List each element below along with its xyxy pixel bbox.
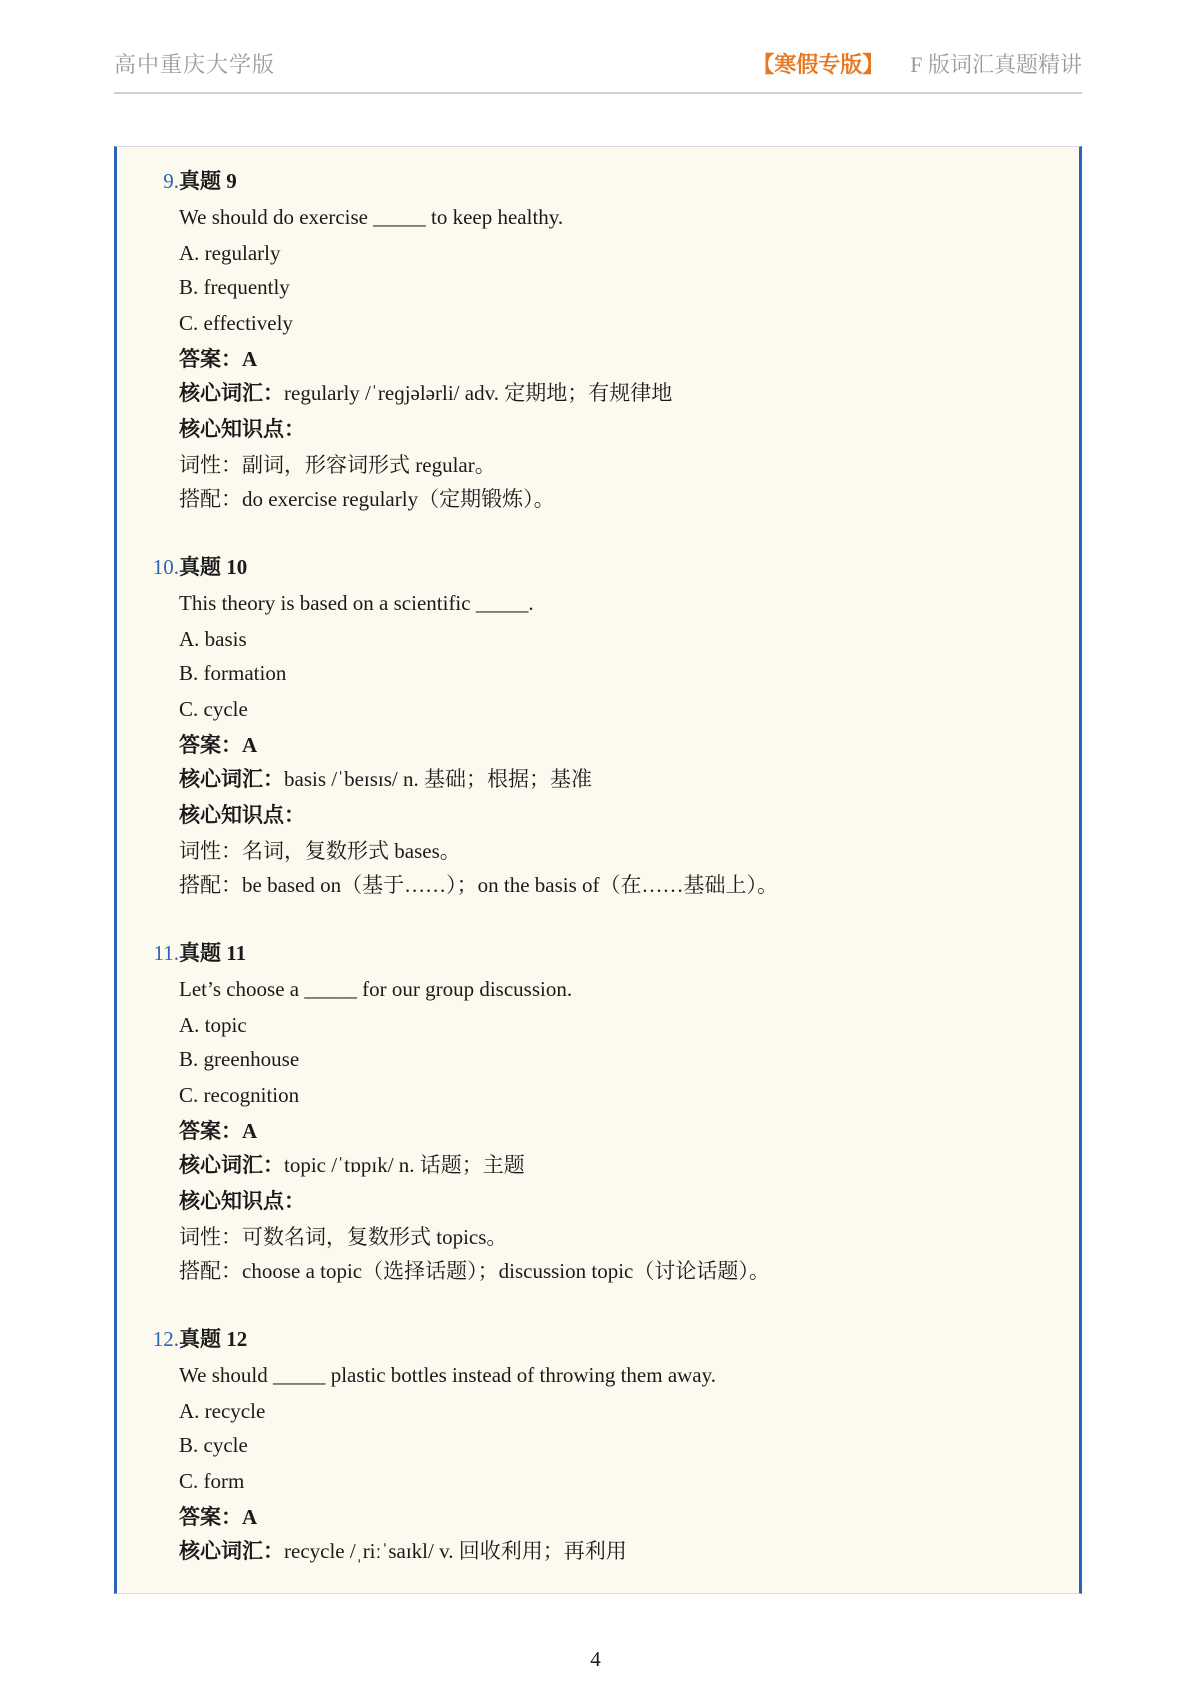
header-section-title: F 版词汇真题精讲 bbox=[910, 52, 1082, 77]
option-a: A. regularly bbox=[179, 241, 281, 265]
option-b: B. frequently bbox=[179, 275, 290, 299]
option-b: B. greenhouse bbox=[179, 1047, 300, 1071]
option-c: C. form bbox=[179, 1469, 245, 1493]
option-c: C. effectively bbox=[179, 311, 293, 335]
collocation-line: 搭配：be based on（基于……）；on the basis of（在……基础上）。 bbox=[179, 873, 779, 897]
answer-value: A bbox=[242, 1505, 258, 1529]
option-c: C. recognition bbox=[179, 1083, 300, 1107]
question-number: 11. bbox=[153, 941, 179, 965]
question-number: 9. bbox=[163, 169, 179, 193]
header-edition bbox=[752, 48, 1082, 79]
page-number: 4 bbox=[590, 1647, 601, 1671]
option-b: B. formation bbox=[179, 661, 287, 685]
answer-line: 答案：A bbox=[179, 1505, 258, 1529]
core-vocab-line: 核心词汇：basis /ˈbeɪsɪs/ n. 基础；根据；基准 bbox=[179, 767, 592, 791]
question-title: 真题 12 bbox=[179, 1327, 248, 1351]
answer-line: 答案：A bbox=[179, 733, 258, 757]
option-a: A. topic bbox=[179, 1013, 247, 1037]
question-title: 真题 10 bbox=[179, 555, 248, 579]
page-header bbox=[114, 44, 1082, 94]
core-vocab-line: 核心词汇：recycle /ˌriːˈsaɪkl/ v. 回收利用；再利用 bbox=[179, 1539, 627, 1563]
header-accent-label: 【寒假专版】 bbox=[752, 52, 885, 77]
knowledge-point-heading: 核心知识点： bbox=[179, 417, 305, 441]
core-vocab-line: 核心词汇：regularly /ˈreɡjələrli/ adv. 定期地；有规律地 bbox=[179, 381, 673, 405]
option-a: A. basis bbox=[179, 627, 247, 651]
questions-panel bbox=[114, 146, 1082, 1594]
question-number: 12. bbox=[152, 1327, 179, 1351]
question-title: 真题 11 bbox=[179, 941, 247, 965]
answer-value: A bbox=[242, 733, 258, 757]
option-c: C. cycle bbox=[179, 697, 248, 721]
part-of-speech-line: 词性：名词，复数形式 bases。 bbox=[179, 839, 461, 863]
answer-value: A bbox=[242, 1119, 258, 1143]
question-stem: This theory is based on a scientific _____. bbox=[179, 591, 534, 615]
answer-value: A bbox=[242, 347, 258, 371]
knowledge-point-heading: 核心知识点： bbox=[179, 1189, 305, 1213]
question-title: 真题 9 bbox=[179, 169, 237, 193]
answer-line: 答案：A bbox=[179, 1119, 258, 1143]
question-stem: Let’s choose a _____ for our group discussion. bbox=[179, 977, 573, 1001]
answer-line: 答案：A bbox=[179, 347, 258, 371]
knowledge-point-heading: 核心知识点： bbox=[179, 803, 305, 827]
part-of-speech-line: 词性：可数名词，复数形式 topics。 bbox=[179, 1225, 508, 1249]
collocation-line: 搭配：do exercise regularly（定期锻炼）。 bbox=[179, 487, 555, 511]
question-number: 10. bbox=[152, 555, 179, 579]
header-book-title: 高中重庆大学版 bbox=[114, 52, 276, 77]
core-vocab-line: 核心词汇：topic /ˈtɒpɪk/ n. 话题；主题 bbox=[179, 1153, 525, 1177]
part-of-speech-line: 词性：副词，形容词形式 regular。 bbox=[179, 453, 496, 477]
option-a: A. recycle bbox=[179, 1399, 266, 1423]
question-stem: We should _____ plastic bottles instead of throwing them away. bbox=[179, 1363, 717, 1387]
option-b: B. cycle bbox=[179, 1433, 248, 1457]
question-stem: We should do exercise _____ to keep healthy. bbox=[179, 205, 564, 229]
collocation-line: 搭配：choose a topic（选择话题）；discussion topic（讨论话题）。 bbox=[179, 1259, 770, 1283]
